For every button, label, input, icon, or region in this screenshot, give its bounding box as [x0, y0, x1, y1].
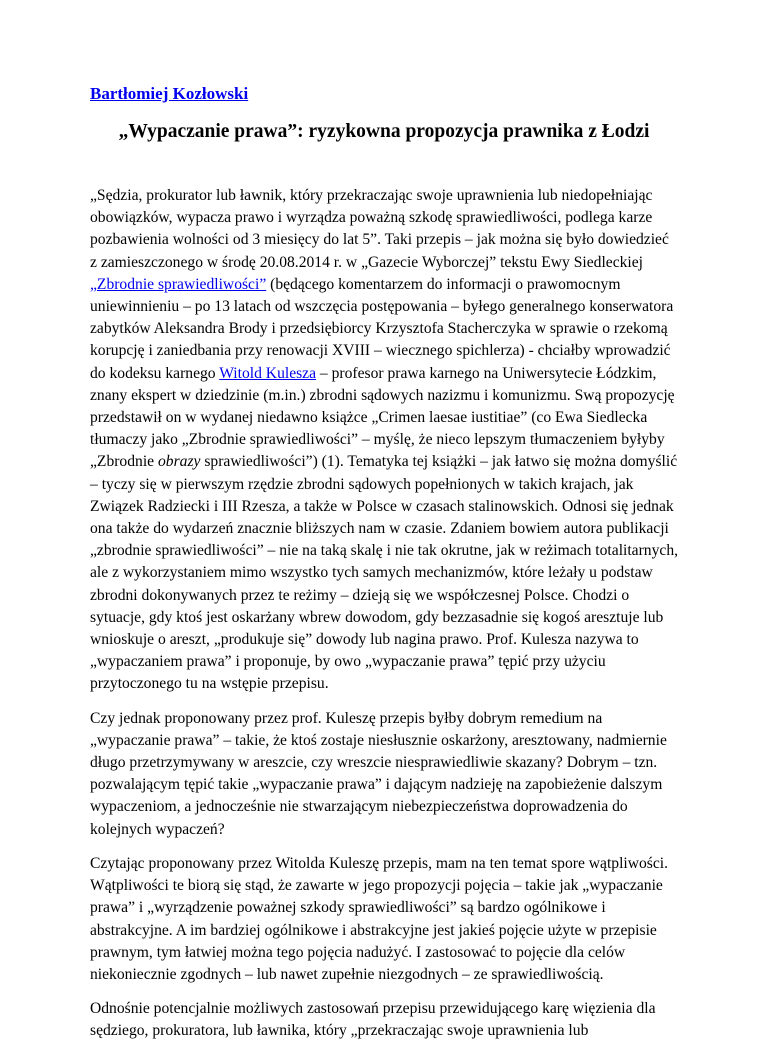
- text-line: [90, 496, 710, 518]
- text-segment: – tyczy się w pierwszym rzędzie zbrodni sądowych popełnionych w takich krajach, jak: [90, 475, 634, 493]
- text-line: [90, 1020, 710, 1042]
- text-line: [90, 585, 710, 607]
- text-line: [90, 607, 710, 629]
- text-line: [90, 875, 710, 897]
- text-segment: sytuacje, gdy ktoś jest oskarżany wbrew dowodom, gdy bezzasadnie się kogoś aresztuje lub: [90, 608, 664, 626]
- text-line: [90, 774, 710, 796]
- text-line: [90, 540, 710, 562]
- text-segment: Odnośnie potencjalnie możliwych zastosowań przepisu przewidującego karę więzienia dla: [90, 1000, 656, 1018]
- paragraph: [90, 708, 710, 841]
- text-segment: do kodeksu karnego: [90, 364, 220, 382]
- text-line: [90, 942, 710, 964]
- text-line: [90, 819, 710, 841]
- text-segment: prawnym, tym łatwiej można tego pojęcia nadużyć. I zastosować to pojęcie dla celów: [90, 943, 626, 961]
- text-segment: znany ekspert w dziedzinie (m.in.) zbrodni sądowych nazizmu i komunizmu. Swą propozycję: [90, 386, 675, 404]
- text-segment: ona także do wydarzeń znacznie bliższych nam w czasie. Zdaniem bowiem autora publikacji: [90, 520, 669, 538]
- text-segment: – profesor prawa karnego na Uniwersytecie Łódzkim,: [316, 364, 657, 382]
- text-segment: Związek Radziecki i III Rzesza, a także w Polsce w czasach stalinowskich. Odnosi się jednak: [90, 497, 674, 515]
- inline-link[interactable]: „Zbrodnie sprawiedliwości”: [90, 275, 267, 293]
- text-segment: zbrodni dokonywanych przez te reżimy – dzieją się we współczesnej Polsce. Chodzi o: [90, 586, 630, 604]
- text-line: [90, 998, 710, 1020]
- text-segment: ale z wykorzystaniem mimo wszystko tych samych mechanizmów, które leżały u podstaw: [90, 564, 653, 582]
- text-segment: Czy jednak proponowany przez prof. Kuleszę przepis byłby dobrym remedium na: [90, 709, 603, 727]
- text-line: [90, 897, 710, 919]
- text-line: [90, 474, 710, 496]
- text-line: [90, 651, 710, 673]
- text-segment: „wypaczanie prawa” – takie, że ktoś zostaje niesłusznie oskarżony, aresztowany, nadmiernie: [90, 731, 667, 749]
- text-line: [90, 518, 710, 540]
- text-line: [90, 730, 710, 752]
- text-line: [90, 920, 710, 942]
- text-segment: „zbrodnie sprawiedliwości” – nie na taką skalę i nie tak okrutne, jak w reżimach totalitarnych,: [90, 542, 679, 560]
- text-line: [90, 385, 710, 407]
- text-segment: Wątpliwości te biorą się stąd, że zawarte w jego propozycji pojęcia – takie jak „wypaczanie: [90, 877, 663, 895]
- text-segment: niekoniecznie zgodnych – lub nawet zupełnie niezgodnych – ze sprawiedliwością.: [90, 965, 604, 983]
- text-segment: wnioskuje o areszt, „produkuje się” dowody lub nagina prawo. Prof. Kulesza nazywa to: [90, 631, 639, 649]
- article-title: „Wypaczanie prawa”: ryzykowna propozycja prawnika z Łodzi: [118, 121, 650, 142]
- text-segment: „Sędzia, prokurator lub ławnik, który przekraczając swoje uprawnienia lub niedopełniając: [90, 187, 653, 204]
- text-line: [90, 562, 710, 584]
- text-segment: prawa” i „wyrządzenie poważnej szkody sprawiedliwości” są bardzo ogólnikowe i: [90, 899, 606, 917]
- italic-text: obrazy: [157, 453, 201, 471]
- text-line: [90, 629, 710, 651]
- text-segment: sędziego, prokuratora, lub ławnika, który „przekraczając swoje uprawnienia lub: [90, 1022, 589, 1040]
- text-segment: długo przetrzymywany w areszcie, czy wreszcie niesprawiedliwie skazany? Dobrym – tzn.: [90, 754, 658, 772]
- text-segment: „wypaczaniem prawa” i proponuje, by owo „wypaczanie prawa” tępić przy użyciu: [90, 653, 606, 671]
- text-line: [90, 274, 710, 296]
- text-line: [90, 673, 710, 695]
- text-line: [90, 429, 710, 451]
- text-line: [90, 229, 710, 251]
- text-line: [90, 407, 710, 429]
- paragraph: [90, 853, 710, 986]
- text-segment: przytoczonego tu na wstępie przepisu.: [90, 675, 329, 693]
- text-segment: przedstawił on w wydanej niedawno książce „Crimen laesae iustitiae” (co Ewa Siedlecka: [90, 409, 648, 427]
- text-line: [90, 964, 710, 986]
- text-line: [90, 708, 710, 730]
- text-line: [90, 252, 710, 274]
- text-segment: korupcję i zaniedbania przy renowacji XVIII – wiecznego spichlerza) - chciałby wprowadzić: [90, 342, 671, 360]
- text-line: [90, 853, 710, 875]
- text-line: [90, 451, 710, 473]
- inline-link[interactable]: Witold Kulesza: [219, 364, 317, 382]
- text-line: [90, 185, 710, 207]
- text-line: [90, 796, 710, 818]
- text-segment: zabytków Aleksandra Brody i przedsiębiorcy Krzysztofa Stacherczyka w sprawie o rzekomą: [90, 320, 668, 338]
- paragraph: [90, 998, 710, 1042]
- text-line: [90, 752, 710, 774]
- text-segment: „Zbrodnie: [90, 453, 158, 471]
- text-segment: z zamieszczonego w środę 20.08.2014 r. w „Gazecie Wyborczej” tekstu Ewy Siedleckiej: [90, 253, 644, 271]
- paragraph: [90, 185, 710, 696]
- text-segment: pozwalającym tępić takie „wypaczanie prawa” i dającym nadzieję na zapobieżenie dalszym: [90, 776, 663, 794]
- author-link[interactable]: Bartłomiej Kozłowski: [90, 84, 249, 103]
- text-segment: pozbawienia wolności od 3 miesięcy do lat 5”. Taki przepis – jak można się było dowiedzieć: [90, 231, 669, 249]
- text-line: [90, 318, 710, 340]
- text-line: [90, 340, 710, 362]
- text-line: [90, 296, 710, 318]
- text-segment: uniewinnieniu – po 13 latach od wszczęcia postępowania – byłego generalnego konserwatora: [90, 298, 674, 316]
- text-segment: abstrakcyjne. A im bardziej ogólnikowe i abstrakcyjne jest jakieś pojęcie użyte w przepisie: [90, 921, 657, 939]
- text-segment: (będącego komentarzem do informacji o prawomocnym: [266, 275, 621, 293]
- text-segment: obowiązków, wypacza prawo i wyrządza poważną szkodę sprawiedliwości, podlega karze: [90, 209, 653, 227]
- text-segment: tłumaczy jako „Zbrodnie sprawiedliwości” – myślę, że nieco lepszym tłumaczeniem byłyby: [90, 431, 665, 449]
- text-segment: sprawiedliwości”) (1). Tematyka tej książki – jak łatwo się można domyślić: [200, 453, 678, 471]
- text-line: [90, 207, 710, 229]
- text-segment: Czytając proponowany przez Witolda Kuleszę przepis, mam na ten temat spore wątpliwości.: [90, 854, 669, 872]
- article-body: [90, 185, 710, 1055]
- text-line: [90, 363, 710, 385]
- text-segment: wypaczeniom, a jednocześnie nie stwarzającym niebezpieczeństwa doprowadzenia do: [90, 798, 628, 816]
- text-segment: kolejnych wypaczeń?: [90, 820, 225, 838]
